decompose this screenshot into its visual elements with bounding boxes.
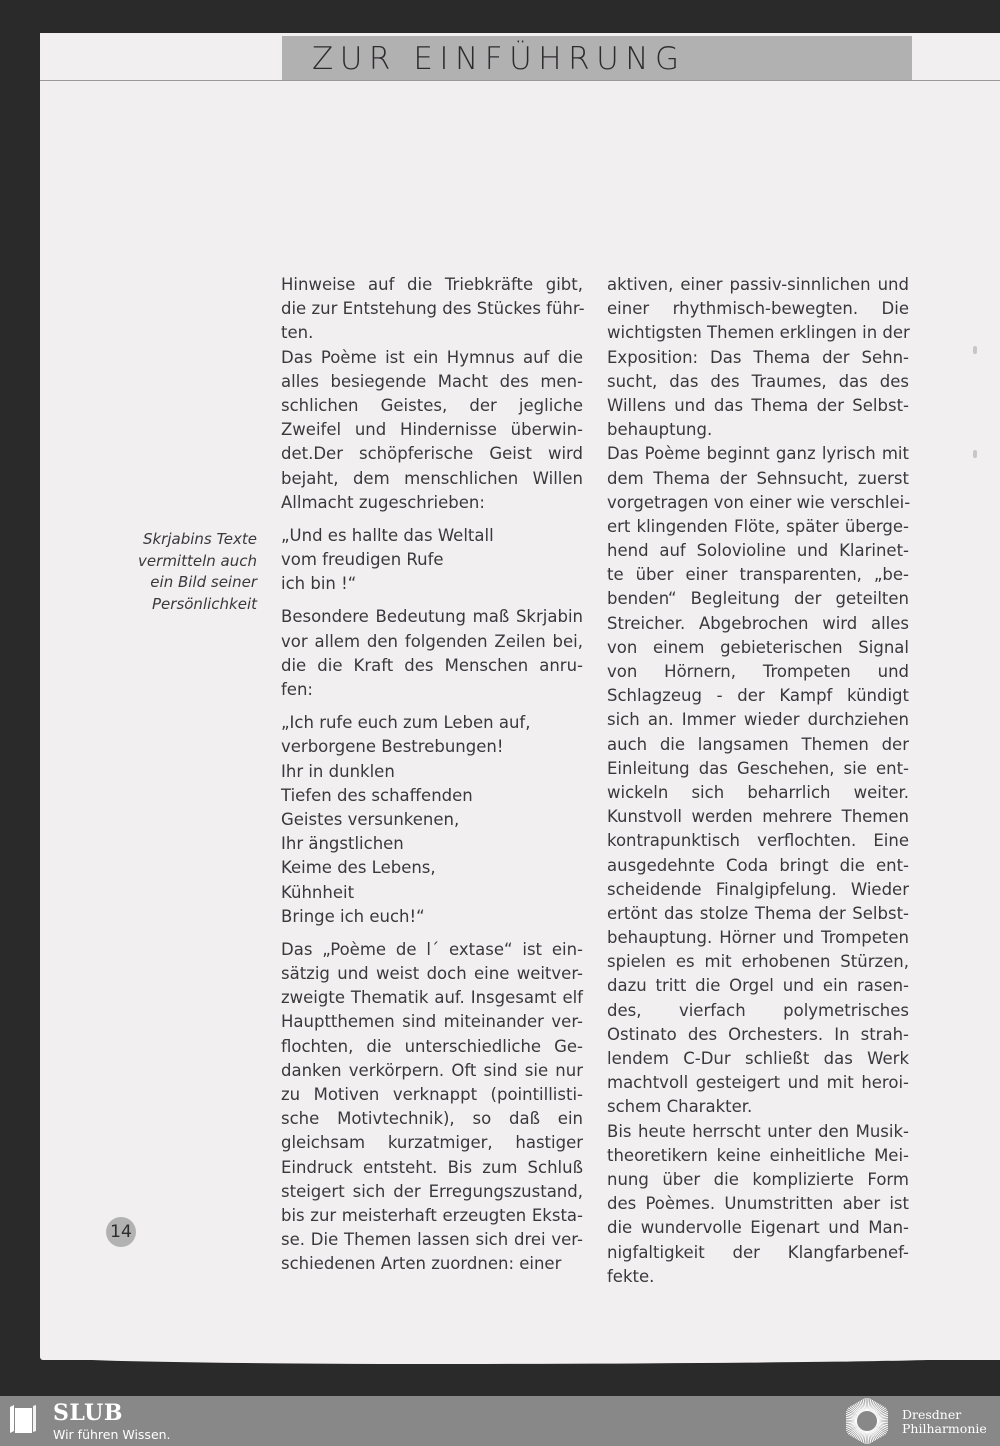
text-line: Exposition: Das Thema der Sehn-: [607, 347, 909, 367]
book-pages-icon: [10, 1405, 36, 1435]
text-line: des, vierfach polymetrisches: [607, 1000, 909, 1020]
margin-note-line: Persönlichkeit: [152, 594, 257, 613]
logo-line: Dresdner: [902, 1407, 962, 1422]
text-line: wichtigsten Themen erklingen in der: [607, 323, 910, 343]
text-line: aktiven, einer passiv-sinnlichen und: [607, 275, 909, 294]
text-line: nung über die komplizierte Form: [607, 1169, 909, 1189]
text-line: ten.: [281, 323, 314, 343]
text-line: Streicher. Abgebrochen wird alles: [607, 613, 909, 633]
text-line: spielen es mit erhobenen Stürzen,: [607, 952, 909, 972]
text-line: Allmacht zugeschrieben:: [281, 492, 485, 512]
text-line: Tiefen des schaffenden: [281, 785, 473, 805]
text-line: vom freudigen Rufe: [281, 550, 444, 570]
text-line: die wundervolle Eigenart und Man-: [607, 1218, 909, 1238]
text-line: te über einer transparenten, „be-: [607, 565, 909, 585]
paragraph-gap: [281, 596, 583, 605]
text-line: Zweifel und Hindernisse überwin-: [281, 420, 583, 440]
text-line: sche Motivtechnik), so daß ein: [281, 1109, 583, 1129]
text-line: gleichsam kurzatmiger, hastiger: [281, 1133, 583, 1153]
text-line: auch die langsamen Themen der: [607, 734, 909, 754]
margin-note-line: ein Bild seiner: [150, 573, 257, 591]
text-line: Eindruck entsteht. Bis zum Schluß: [281, 1157, 583, 1177]
text-line: von einem gebieterischen Signal: [607, 637, 909, 657]
paragraph: [607, 442, 909, 1119]
text-line: des Poèmes. Unumstritten aber ist: [607, 1194, 909, 1214]
text-line: schiedenen Arten zuordnen: einer: [281, 1254, 562, 1274]
text-line: die zur Entstehung des Stückes führ-: [281, 299, 585, 319]
section-header-band: [282, 36, 912, 80]
header-rule: [40, 80, 1000, 81]
text-line: machtvoll gesteigert und mit heroi-: [607, 1073, 909, 1093]
text-line: Das Poème beginnt ganz lyrisch mit: [607, 444, 909, 464]
text-line: behauptung. Hörner und Trompeten: [607, 928, 909, 948]
text-column-right: [607, 273, 909, 1289]
text-line: theoretikern keine einheitliche Mei-: [607, 1145, 909, 1165]
text-line: Ihr ängstlichen: [281, 834, 404, 854]
paragraph: [607, 273, 909, 442]
text-line: Kühnheit: [281, 882, 355, 902]
sunburst-center: [858, 1412, 876, 1430]
text-line: danken verkörpern. Oft sind sie nur: [281, 1060, 583, 1080]
paragraph: [281, 524, 583, 597]
text-line: ert klingenden Flöte, später überge-: [607, 516, 909, 536]
text-line: Bringe ich euch!“: [281, 906, 425, 926]
paragraph-gap: [281, 515, 583, 524]
text-line: schlichen Geistes, der jegliche: [281, 395, 583, 415]
text-line: Willens und das Thema der Selbst-: [607, 395, 909, 415]
text-line: Bis heute herrscht unter den Musik-: [607, 1121, 909, 1141]
text-line: sucht, das des Traumes, das des: [607, 371, 909, 391]
paragraph-gap: [281, 702, 583, 711]
text-line: ertönt das stolze Thema der Selbst-: [607, 903, 909, 923]
text-line: schem Charakter.: [607, 1097, 753, 1117]
binding-mark: [973, 346, 977, 354]
text-line: Kunstvoll werden mehrere Themen: [607, 807, 909, 827]
text-line: zweigte Thematik auf. Insgesamt elf: [281, 988, 583, 1008]
text-line: fekte.: [607, 1266, 655, 1286]
text-line: Geistes versunkenen,: [281, 809, 460, 829]
text-line: von Hörnern, Trompeten und: [607, 662, 909, 681]
paragraph: [281, 605, 583, 702]
margin-note-line: vermitteln auch: [138, 551, 257, 570]
text-line: einer rhythmisch-bewegten. Die: [607, 299, 909, 319]
page-number-badge: 14: [106, 1217, 136, 1247]
text-line: behauptung.: [607, 420, 713, 440]
slub-logo-text: SLUB: [53, 1400, 123, 1426]
binding-mark: [973, 450, 977, 458]
text-line: det.Der schöpferische Geist wird: [281, 444, 583, 464]
text-line: wickeln sich beharrlich weiter.: [607, 782, 909, 802]
text-line: alles besiegende Macht des men-: [281, 371, 583, 391]
text-line: Keime des Lebens,: [281, 858, 436, 878]
text-line: flochten, die unterschiedliche Ge-: [281, 1036, 583, 1056]
text-line: vorgetragen von einer wie verschlei-: [607, 492, 911, 512]
text-line: lendem C-Dur schließt das Werk: [607, 1049, 909, 1068]
text-column-left: [281, 273, 583, 1277]
text-line: Ihr in dunklen: [281, 761, 395, 781]
text-line: bis zur meisterhaft erzeugten Eksta-: [281, 1205, 583, 1225]
text-line: hend auf Solovioline und Klarinet-: [607, 541, 909, 561]
text-line: Das Poème ist ein Hymnus auf die: [281, 347, 583, 367]
text-line: benden“ Begleitung der geteilten: [607, 589, 909, 609]
text-line: Hauptthemen sind miteinander ver-: [281, 1012, 583, 1032]
text-line: steigert sich der Erregungszustand,: [281, 1181, 583, 1201]
paragraph: [281, 273, 583, 346]
margin-note: [110, 529, 257, 615]
text-line: „Ich rufe euch zum Leben auf,: [281, 713, 531, 733]
text-line: „Und es hallte das Weltall: [281, 525, 494, 545]
text-line: dem Thema der Sehnsucht, zuerst: [607, 468, 909, 488]
text-line: ich bin !“: [281, 574, 357, 594]
text-line: nigfaltigkeit der Klangfarbenef-: [607, 1242, 909, 1262]
paragraph: [281, 938, 583, 1277]
slub-tagline: Wir führen Wissen.: [53, 1427, 171, 1442]
text-line: die die Kraft des Menschen anru-: [281, 655, 583, 675]
text-line: dazu tritt die Orgel und ein rasen-: [607, 976, 909, 996]
sunburst-hexagon-icon: [843, 1398, 891, 1444]
paragraph: [607, 1120, 909, 1289]
margin-note-line: Skrjabins Texte: [142, 530, 257, 548]
text-line: Schlagzeug - der Kampf kündigt: [607, 686, 909, 706]
text-line: vor allem den folgenden Zeilen bei,: [281, 631, 583, 651]
text-line: sich an. Immer wieder durchziehen: [607, 710, 909, 730]
text-line: zu Motiven verknappt (pointillisti-: [281, 1085, 583, 1104]
text-line: bejaht, dem menschlichen Willen: [281, 468, 583, 488]
text-line: Besondere Bedeutung maß Skrjabin: [281, 607, 583, 627]
logo-line: Philharmonie: [902, 1421, 987, 1436]
section-title: ZUR EINFÜHRUNG: [312, 41, 686, 77]
viewer-footer-bar: [0, 1396, 1000, 1446]
text-line: sätzig und weist doch eine weitver-: [281, 964, 583, 984]
text-line: Ostinato des Orchesters. In strah-: [607, 1024, 909, 1044]
text-line: Einleitung das Geschehen, sie ent-: [607, 758, 909, 778]
text-line: scheidende Finalgipfelung. Wieder: [607, 879, 909, 899]
text-line: kontrapunktisch verflochten. Eine: [607, 831, 909, 851]
text-line: verborgene Bestrebungen!: [281, 737, 504, 757]
text-line: Das „Poème de l´ extase“ ist ein-: [281, 939, 583, 959]
dresdner-philharmonie-logo-text: [902, 1408, 987, 1436]
paragraph: [281, 711, 583, 929]
paragraph-gap: [281, 929, 583, 938]
document-page: [40, 33, 1000, 1360]
text-line: fen:: [281, 680, 313, 699]
text-line: Hinweise auf die Triebkräfte gibt,: [281, 275, 583, 294]
text-line: ausgedehnte Coda bringt die ent-: [607, 855, 909, 875]
text-line: se. Die Themen lassen sich drei ver-: [281, 1230, 583, 1250]
paragraph: [281, 346, 583, 515]
